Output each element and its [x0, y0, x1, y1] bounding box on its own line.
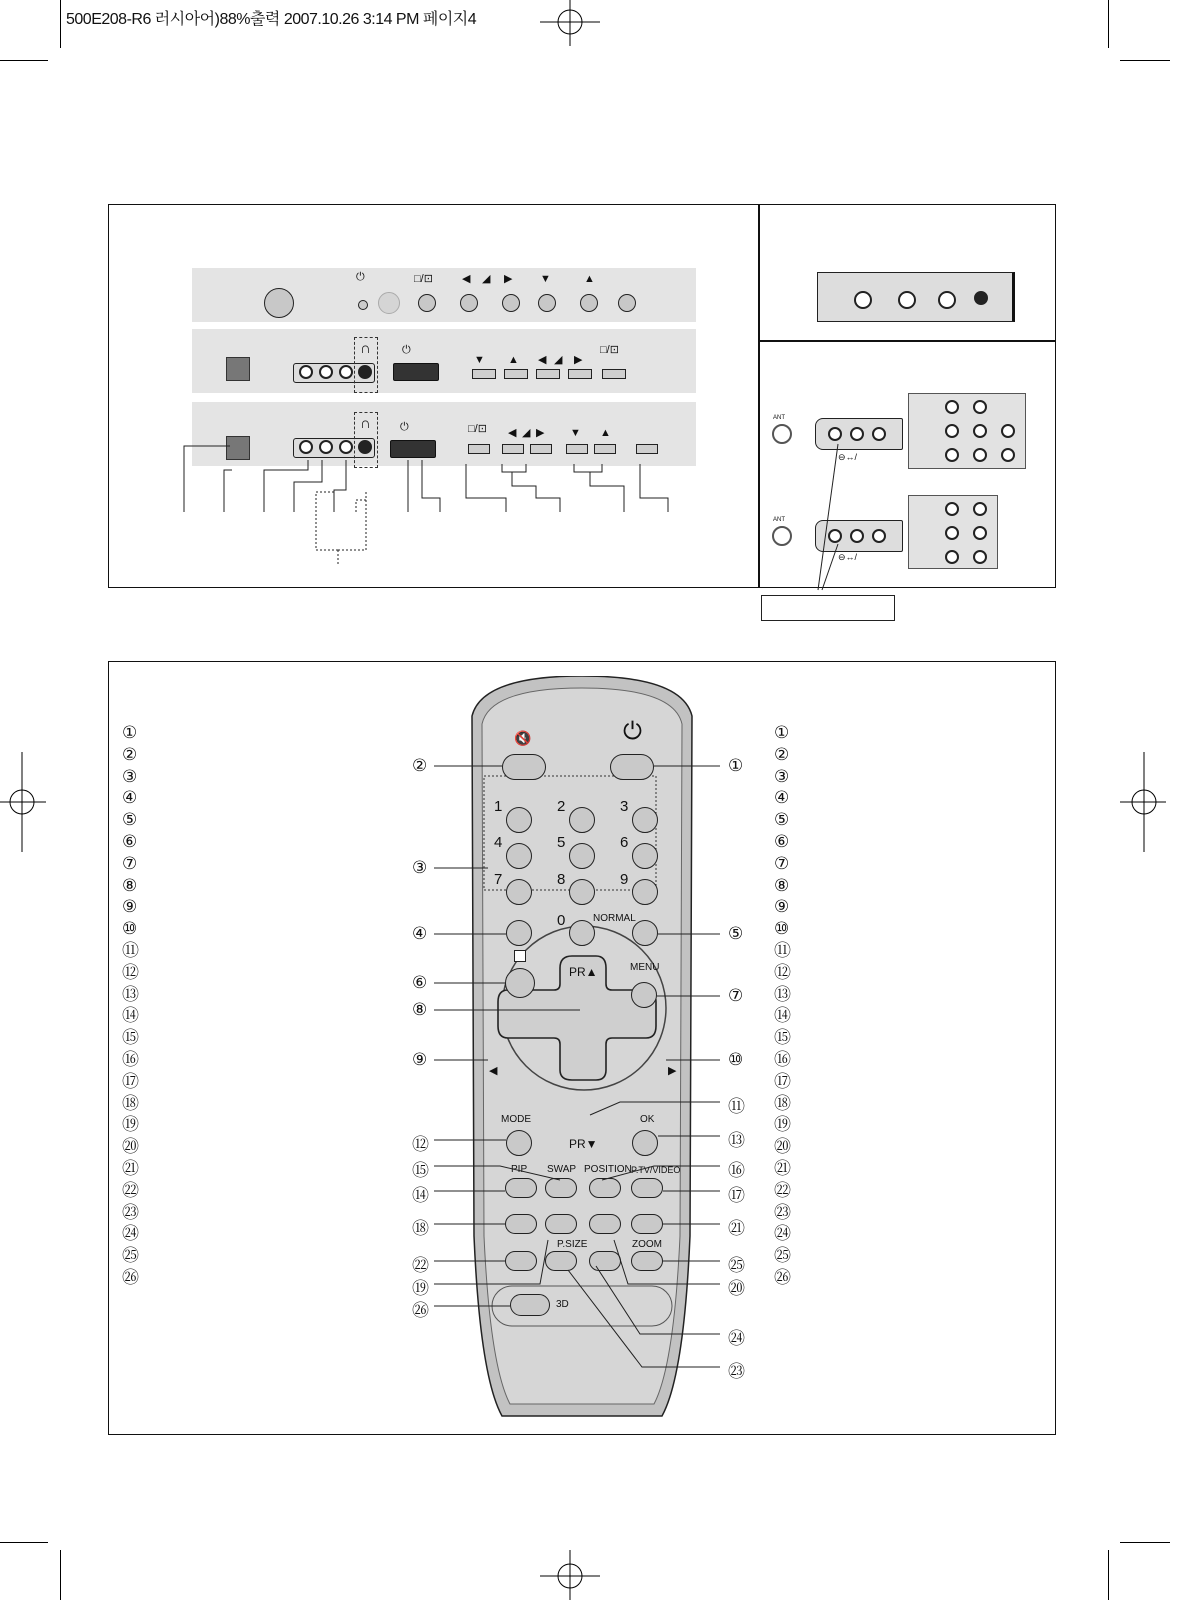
- mode-label: MODE: [501, 1114, 531, 1125]
- left-number-26: ㉖: [122, 1267, 139, 1287]
- left-number-13: ⑬: [122, 984, 139, 1004]
- digit-1-label: 1: [494, 798, 503, 815]
- right-number-22: ㉒: [774, 1180, 791, 1200]
- right-number-24: ㉔: [774, 1224, 791, 1244]
- zoom-label: ZOOM: [632, 1239, 662, 1250]
- left-number-18: ⑱: [122, 1093, 139, 1113]
- left-number-23: ㉓: [122, 1202, 139, 1222]
- callout-8: ⑧: [412, 1000, 428, 1019]
- volume-symbol: ◢: [522, 427, 531, 439]
- power-icon: ⏻: [623, 718, 642, 745]
- right-number-5: ⑤: [774, 810, 790, 830]
- left-number-8: ⑧: [122, 875, 138, 895]
- callout-20: ⑳: [728, 1279, 745, 1298]
- left-number-12: ⑫: [122, 962, 139, 982]
- ok-label: OK: [640, 1114, 655, 1125]
- right-number-2: ②: [774, 744, 790, 764]
- callout-1: ①: [728, 756, 744, 775]
- callout-11: ⑪: [728, 1097, 745, 1116]
- ant-label-2: ANT: [773, 517, 785, 523]
- right-symbol: ▶: [536, 427, 545, 439]
- left-number-6: ⑥: [122, 831, 138, 851]
- callout-6: ⑥: [412, 973, 428, 992]
- right-number-15: ⑮: [774, 1028, 791, 1048]
- 3d-label: 3D: [556, 1299, 569, 1310]
- callout-5: ⑤: [728, 924, 744, 943]
- callout-26: ㉖: [412, 1301, 429, 1320]
- callout-22: ㉒: [412, 1256, 429, 1275]
- callout-21: ㉑: [728, 1219, 745, 1238]
- menu-label: MENU: [630, 962, 660, 973]
- pr-down-label: PR▼: [569, 1137, 598, 1151]
- left-number-24: ㉔: [122, 1224, 139, 1244]
- digit-6-label: 6: [620, 834, 629, 851]
- scart-symbol-1: ⊖↔/: [838, 452, 858, 462]
- right-number-3: ③: [774, 766, 790, 786]
- left-number-2: ②: [122, 744, 138, 764]
- input-symbol: □/⊡: [468, 423, 487, 435]
- digit-8-label: 8: [557, 871, 566, 888]
- callout-23: ㉓: [728, 1362, 745, 1381]
- up-symbol: ▲: [508, 354, 519, 366]
- left-number-10: ⑩: [122, 919, 138, 939]
- left-symbol: ◀: [462, 273, 471, 285]
- right-number-17: ⑰: [774, 1071, 791, 1091]
- left-number-7: ⑦: [122, 853, 138, 873]
- left-symbol: ◀: [508, 427, 517, 439]
- right-number-16: ⑯: [774, 1049, 791, 1069]
- right-number-1: ①: [774, 723, 790, 742]
- right-symbol: ▶: [574, 354, 583, 366]
- digit-7-label: 7: [494, 871, 503, 888]
- callout-25: ㉕: [728, 1256, 745, 1275]
- right-number-19: ⑲: [774, 1115, 791, 1135]
- right-number-14: ⑭: [774, 1006, 791, 1026]
- right-number-13: ⑬: [774, 984, 791, 1004]
- left-number-9: ⑨: [122, 897, 138, 917]
- callout-7: ⑦: [728, 986, 744, 1005]
- callout-2: ②: [412, 756, 428, 775]
- input-symbol: □/⊡: [600, 344, 619, 356]
- right-number-21: ㉑: [774, 1158, 791, 1178]
- normal-label: NORMAL: [593, 913, 636, 924]
- callout-16: ⑯: [728, 1161, 745, 1180]
- left-number-15: ⑮: [122, 1028, 139, 1048]
- right-number-20: ⑳: [774, 1137, 791, 1157]
- callout-12: ⑫: [412, 1135, 429, 1154]
- up-symbol: ▲: [600, 427, 611, 439]
- callout-3: ③: [412, 858, 428, 877]
- left-number-4: ④: [122, 788, 138, 808]
- digit-5-label: 5: [557, 834, 566, 851]
- right-number-26: ㉖: [774, 1267, 791, 1287]
- power-symbol: ⏻: [400, 421, 409, 433]
- callout-19: ⑲: [412, 1279, 429, 1298]
- left-symbol: ◀: [538, 354, 547, 366]
- callout-15: ⑮: [412, 1161, 429, 1180]
- down-symbol: ▼: [474, 354, 485, 366]
- print-header: 500E208-R6 러시아어)88%출력 2007.10.26 3:14 PM 페이지4: [66, 11, 477, 28]
- volume-symbol: ◢: [554, 354, 563, 366]
- left-number-17: ⑰: [122, 1071, 139, 1091]
- power-symbol: ⏻: [356, 271, 365, 283]
- psize-label: P.SIZE: [557, 1239, 588, 1250]
- left-number-21: ㉑: [122, 1158, 139, 1178]
- ant-label-1: ANT: [773, 415, 785, 421]
- left-number-16: ⑯: [122, 1049, 139, 1069]
- digit-9-label: 9: [620, 871, 629, 888]
- digit-3-label: 3: [620, 798, 629, 815]
- pip-label: PIP: [511, 1164, 528, 1175]
- scart-symbol-2: ⊖↔/: [838, 552, 858, 562]
- callout-17: ⑰: [728, 1186, 745, 1205]
- left-number-3: ③: [122, 766, 138, 786]
- swap-label: SWAP: [547, 1164, 577, 1175]
- callout-13: ⑬: [728, 1131, 745, 1150]
- callout-10: ⑩: [728, 1050, 744, 1069]
- right-number-10: ⑩: [774, 919, 790, 939]
- input-symbol: □/⊡: [414, 273, 433, 285]
- headphone-icon: ∩: [360, 340, 371, 357]
- pr-up-label: PR▲: [569, 965, 598, 979]
- right-number-9: ⑨: [774, 897, 790, 917]
- left-number-1: ①: [122, 723, 138, 742]
- left-number-25: ㉕: [122, 1246, 139, 1266]
- right-symbol: ▶: [504, 273, 513, 285]
- up-symbol: ▲: [584, 273, 595, 285]
- left-number-11: ⑪: [122, 940, 139, 960]
- position-label: POSITION: [584, 1164, 632, 1175]
- digit-2-label: 2: [557, 798, 566, 815]
- right-number-23: ㉓: [774, 1202, 791, 1222]
- mute-icon: 🔇: [514, 730, 532, 746]
- digit-0-label: 0: [557, 912, 566, 929]
- right-number-4: ④: [774, 788, 790, 808]
- power-symbol: ⏻: [402, 344, 411, 356]
- vol-right-label: ▶: [668, 1065, 677, 1077]
- callout-18: ⑱: [412, 1219, 429, 1238]
- right-number-18: ⑱: [774, 1093, 791, 1113]
- down-symbol: ▼: [540, 273, 551, 285]
- right-number-6: ⑥: [774, 831, 790, 851]
- left-number-20: ⑳: [122, 1137, 139, 1157]
- callout-14: ⑭: [412, 1186, 429, 1205]
- digit-4-label: 4: [494, 834, 503, 851]
- right-number-25: ㉕: [774, 1246, 791, 1266]
- left-number-19: ⑲: [122, 1115, 139, 1135]
- right-number-11: ⑪: [774, 940, 791, 960]
- vol-left-label: ◀: [489, 1065, 498, 1077]
- callout-9: ⑨: [412, 1050, 428, 1069]
- headphone-icon: ∩: [360, 415, 371, 432]
- right-number-12: ⑫: [774, 962, 791, 982]
- ptv-video-label: P.TV/VIDEO: [631, 1165, 681, 1175]
- left-number-14: ⑭: [122, 1006, 139, 1026]
- callout-4: ④: [412, 924, 428, 943]
- left-number-22: ㉒: [122, 1180, 139, 1200]
- down-symbol: ▼: [570, 427, 581, 439]
- callout-24: ㉔: [728, 1329, 745, 1348]
- right-number-7: ⑦: [774, 853, 790, 873]
- right-number-8: ⑧: [774, 875, 790, 895]
- left-number-5: ⑤: [122, 810, 138, 830]
- volume-symbol: ◢: [482, 273, 491, 285]
